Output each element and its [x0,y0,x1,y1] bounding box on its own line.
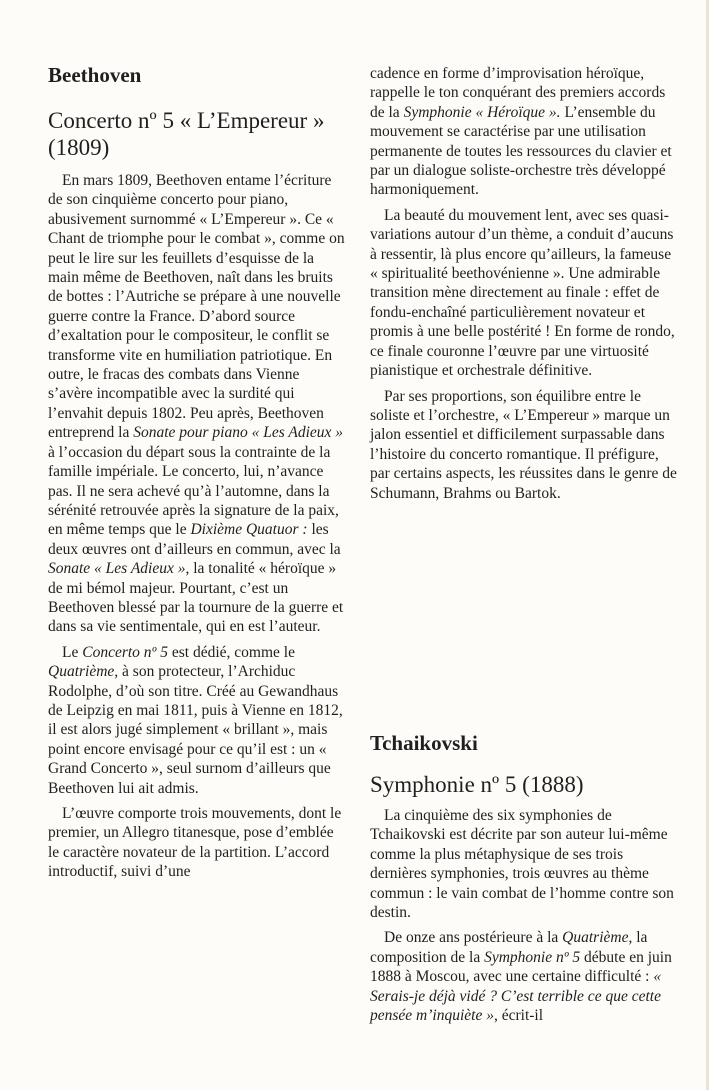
paragraph: La beauté du mouvement lent, avec ses quasi-variations autour d’un thème, a conduit d’aucuns à ressentir, là plus encore qu’ailleurs, la fameuse « spiritualité beethovénienne ». Une admirable transition mène directement au finale : effet de fondu-enchaîné particulièrement novateur et promis à une belle postérité ! En forme de rondo, ce finale couronne l’œuvre par une virtuosité pianistique et orchestrale définitive. [370,206,675,380]
paragraph: En mars 1809, Beethoven entame l’écriture de son cinquième concerto pour piano, abusivement surnommé « L’Empereur ». Ce « Chant de triomphe pour le combat », comme on peut le lire sur les feuillets d’esquisse de la main même de Beethoven, naît dans les bruits de bottes : l’Autriche se prépare à une nouvelle guerre contre la France. D’abord source d’exaltation pour le compositeur, le conflit se transforme vite en humiliation patriotique. En outre, le fracas des combats dans Vienne s’avère incompatible avec la surdité qui l’envahit depuis 1802. Peu après, Beethoven entreprend la Sonate pour piano « Les Adieux » à l’occasion du départ sous la contrainte de la famille impériale. Le concerto, lui, n’avance pas. Il ne sera achevé qu’à l’automne, dans la sérénité retrouvée après la signature de la paix, en même temps que le Dixième Quatuor : les deux œuvres ont d’ailleurs en commun, avec la Sonate « Les Adieux », la tonalité « héroïque » de mi bémol majeur. Pourtant, c’est un Beethoven blessé par la tournure de la guerre et dans sa vie sentimentale, qui en est l’auteur. [48,172,345,636]
tchaikovski-body [370,806,680,1031]
work-title [48,107,368,161]
paragraph: La cinquième des six symphonies de Tchaikovski est décrite par son auteur lui-même comme la plus métaphysique de ses trois dernières symphonies, trois œuvres au thème commun : le vain combat de l’homme contre son destin. [370,807,674,922]
work-title: Symphonie nº 5 (1888) [370,772,584,797]
paragraph-continued: cadence en forme d’improvisation héroïque, rappelle le ton conquérant des premiers accords de la Symphonie « Héroïque ». L’ensemble du mouvement se caractérise par une utilisation permanente de toutes les ressources du clavier et par un dialogue soliste-orchestre très développé harmoniquement. [370,65,672,199]
paragraph: Le Concerto nº 5 est dédié, comme le Quatrième, à son protecteur, l’Archiduc Rodolphe, d’où son titre. Créé au Gewandhaus de Leipzig en mai 1811, puis à Vienne en 1812, il est alors jugé simplement « brillant », mais point encore envisagé pour ce qu’il est : un « Grand Concerto », seul surnom d’ailleurs que Beethoven lui ait admis. [48,643,343,797]
composer-heading: Tchaikovski [370,731,478,755]
beethoven-body-right [370,64,680,509]
composer-heading: Beethoven [48,63,142,87]
beethoven-body-left [48,171,348,888]
work-title-line2: (1809) [48,135,110,160]
paragraph: De onze ans postérieure à la Quatrième, la composition de la Symphonie nº 5 débute en juin 1888 à Moscou, avec une certaine difficulté : « Serais-je déjà vidé ? C’est terrible ce que cette pensée m’inquiète », écrit-il [370,929,672,1025]
paragraph: L’œuvre comporte trois mouvements, dont le premier, un Allegro titanesque, pose d’emblée le caractère novateur de la partition. L’accord introductif, suivi d’une [48,805,342,881]
paragraph: Par ses proportions, son équilibre entre le soliste et l’orchestre, « L’Empereur » marque un jalon essentiel et difficilement surpassable dans l’histoire du concerto romantique. Il préfigure, par certains aspects, les réussites dans le genre de Schumann, Brahms ou Bartok. [370,387,677,502]
work-title-line1: Concerto nº 5 « L’Empereur » [48,108,325,133]
